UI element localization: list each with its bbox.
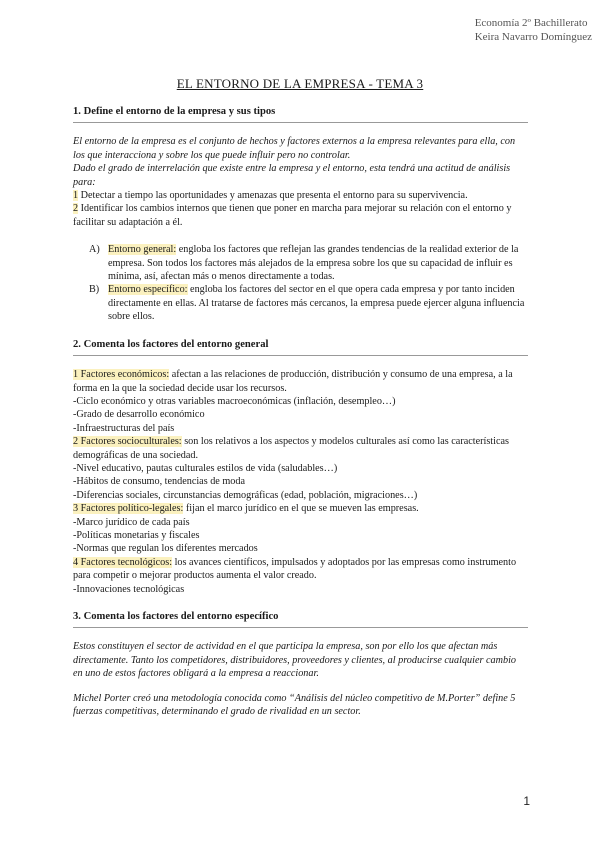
factor-item: -Innovaciones tecnológicas: [73, 583, 185, 595]
page-number: 1: [523, 794, 530, 808]
factor-item: -Ciclo económico y otras variables macroeconómicas (inflación, desempleo…): [73, 395, 396, 407]
header-author: Keira Navarro Domínguez: [474, 31, 592, 43]
factor-tecnologicos: 4 Factores tecnológicos: los avances científicos, impulsados y adoptados por las empresas como instrumento para competir o mejorar productos aumenta el valor creado.: [73, 556, 517, 582]
section-2-heading: 2. Comenta los factores del entorno general: [73, 338, 269, 350]
section-3-divider: [73, 627, 528, 628]
section-1-intro-analysis: Dado el grado de interrelación que existe entre la empresa y el entorno, esta tendrá una actitud de análisis para:: [73, 163, 511, 188]
factor-socioculturales: 2 Factores socioculturales: son los relativos a los aspectos y modelos culturales así como las características demográficas de una sociedad.: [73, 436, 509, 461]
page-header: [475, 16, 592, 44]
section-1-point-2: 2 Identificar los cambios internos que tienen que poner en marcha para mejorar su relación con el entorno y facilitar su adaptación a él.: [73, 203, 512, 228]
document-body: [73, 105, 528, 718]
section-1-divider: [73, 122, 528, 123]
term-entorno-especifico: Entorno específico:: [108, 284, 188, 296]
header-course: Economía 2º Bachillerato: [474, 17, 588, 29]
factor-item: -Nivel educativo, pautas culturales estilos de vida (saludables…): [73, 462, 338, 474]
factor-item: -Grado de desarrollo económico: [73, 409, 205, 421]
factor-item: -Infraestructuras del país: [73, 422, 175, 434]
point-2-number: 2: [73, 203, 79, 215]
section-2-divider: [73, 355, 528, 356]
factor-item: -Políticas monetarias y fiscales: [73, 529, 200, 541]
section-3-paragraph-1: Estos constituyen el sector de actividad en el que participa la empresa, son por ello los que afectan más directamente. Tanto los competidores, distribuidores, proveedores y clientes, al producirse cualquier cambio en uno de estos factores obligará a la empresa a reaccionar.: [73, 641, 516, 680]
factor-item: -Hábitos de consumo, tendencias de moda: [73, 476, 246, 488]
factor-item: -Diferencias sociales, circunstancias demográficas (edad, población, migraciones…): [73, 489, 418, 501]
factor-economicos: 1 Factores económicos: afectan a las relaciones de producción, distribución y consumo de una empresa, a la forma en la que la sociedad decide usar los recursos.: [73, 369, 513, 394]
document-title: EL ENTORNO DE LA EMPRESA - TEMA 3: [176, 76, 424, 91]
point-1-number: 1: [73, 190, 79, 202]
term-entorno-general: Entorno general:: [108, 244, 177, 256]
section-1-point-1: 1 Detectar a tiempo las oportunidades y amenazas que presenta el entorno para su supervivencia.: [73, 190, 468, 202]
list-item-especifico: B) Entorno específico: engloba los factores del sector en el que opera cada empresa y por tanto inciden directamente en ellas. Al tratarse de factores más cercanos, la empresa puede ejercer alguna influencia sobre ellos.: [89, 284, 525, 323]
section-3-paragraph-2: Michel Porter creó una metodología conocida como “Análisis del núcleo competitivo de M.Porter” define 5 fuerzas competitivas, determinando el grado de rivalidad en un sector.: [73, 692, 516, 718]
environment-types-list: [73, 243, 528, 323]
list-item-general: A) Entorno general: engloba los factores que reflejan las grandes tendencias de la realidad exterior de la empresa. Son todos los factores más alejados de la empresa sobre los que su capacidad de influir es mínima, así, afectan más o menos directamente a todas.: [89, 244, 519, 283]
section-1-heading: 1. Define el entorno de la empresa y sus tipos: [73, 106, 276, 117]
factor-politico-legales: 3 Factores político-legales: fijan el marco jurídico en el que se mueven las empresas.: [73, 503, 419, 515]
section-1-intro-definition: El entorno de la empresa es el conjunto de hechos y factores externos a la empresa relevantes para ella, con los que interacciona y sobre los que puede influir pero no controlar.: [73, 136, 516, 161]
section-3-heading: 3. Comenta los factores del entorno específico: [73, 611, 279, 622]
factor-item: -Marco jurídico de cada país: [73, 516, 190, 528]
factor-item: -Normas que regulan los diferentes mercados: [73, 543, 258, 555]
